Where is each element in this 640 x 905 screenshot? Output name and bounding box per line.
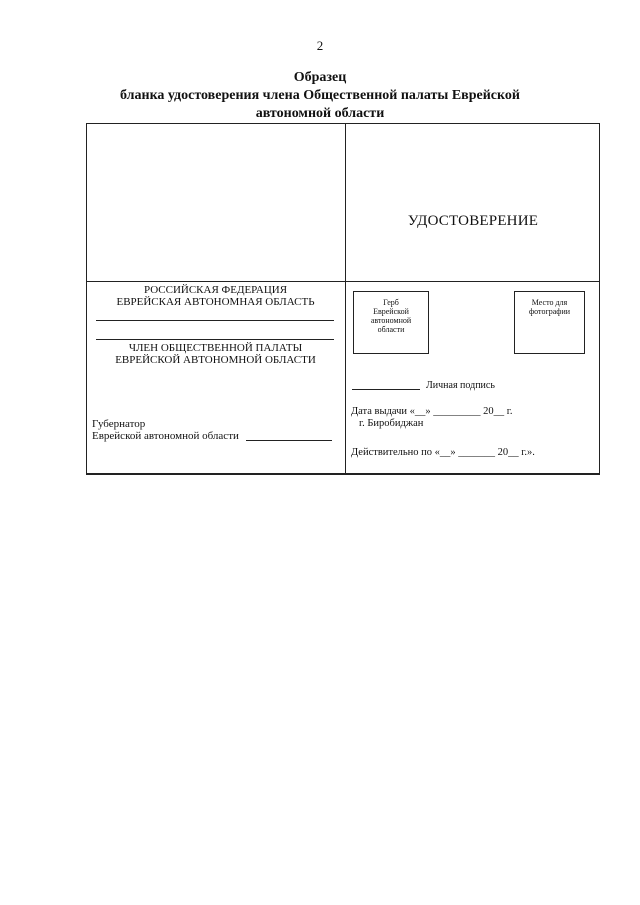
photo-placeholder	[514, 291, 585, 354]
emblem-text-4: области	[377, 325, 405, 334]
form-vertical-divider	[345, 123, 346, 475]
governor-signature-line	[246, 440, 332, 441]
emblem-text-1: Герб	[383, 298, 399, 307]
governor-region-label: Еврейской автономной области	[92, 430, 239, 442]
issue-date-label: Дата выдачи «__» _________ 20__ г.	[351, 406, 513, 417]
region-underline	[96, 320, 334, 321]
member-title-line-1: ЧЛЕН ОБЩЕСТВЕННОЙ ПАЛАТЫ	[128, 342, 303, 354]
form-horizontal-divider	[86, 281, 600, 282]
governor-label: Губернатор	[92, 418, 146, 430]
signature-line	[352, 389, 420, 390]
photo-text-1: Место для	[531, 298, 568, 307]
valid-until-label: Действительно по «__» _______ 20__ г.».	[351, 447, 535, 458]
certificate-heading: УДОСТОВЕРЕНИЕ	[407, 213, 539, 229]
document-title-line-3: автономной области	[255, 106, 385, 121]
member-title-line-2: ЕВРЕЙСКОЙ АВТОНОМНОЙ ОБЛАСТИ	[115, 354, 316, 366]
photo-text-2: фотографии	[528, 307, 571, 316]
page-number: 2	[316, 38, 324, 53]
country-label: РОССИЙСКАЯ ФЕДЕРАЦИЯ	[143, 284, 288, 296]
emblem-text-2: Еврейской	[373, 307, 409, 316]
region-label: ЕВРЕЙСКАЯ АВТОНОМНАЯ ОБЛАСТЬ	[116, 296, 315, 308]
signature-label: Личная подпись	[426, 380, 495, 391]
emblem-text-3: автономной	[370, 316, 412, 325]
document-title-line-1: Образец	[293, 70, 347, 85]
document-title-line-2: бланка удостоверения члена Общественной палаты Еврейской	[120, 88, 520, 103]
emblem-placeholder	[353, 291, 429, 354]
separator-line	[96, 339, 334, 340]
issue-city-label: г. Биробиджан	[359, 418, 424, 429]
